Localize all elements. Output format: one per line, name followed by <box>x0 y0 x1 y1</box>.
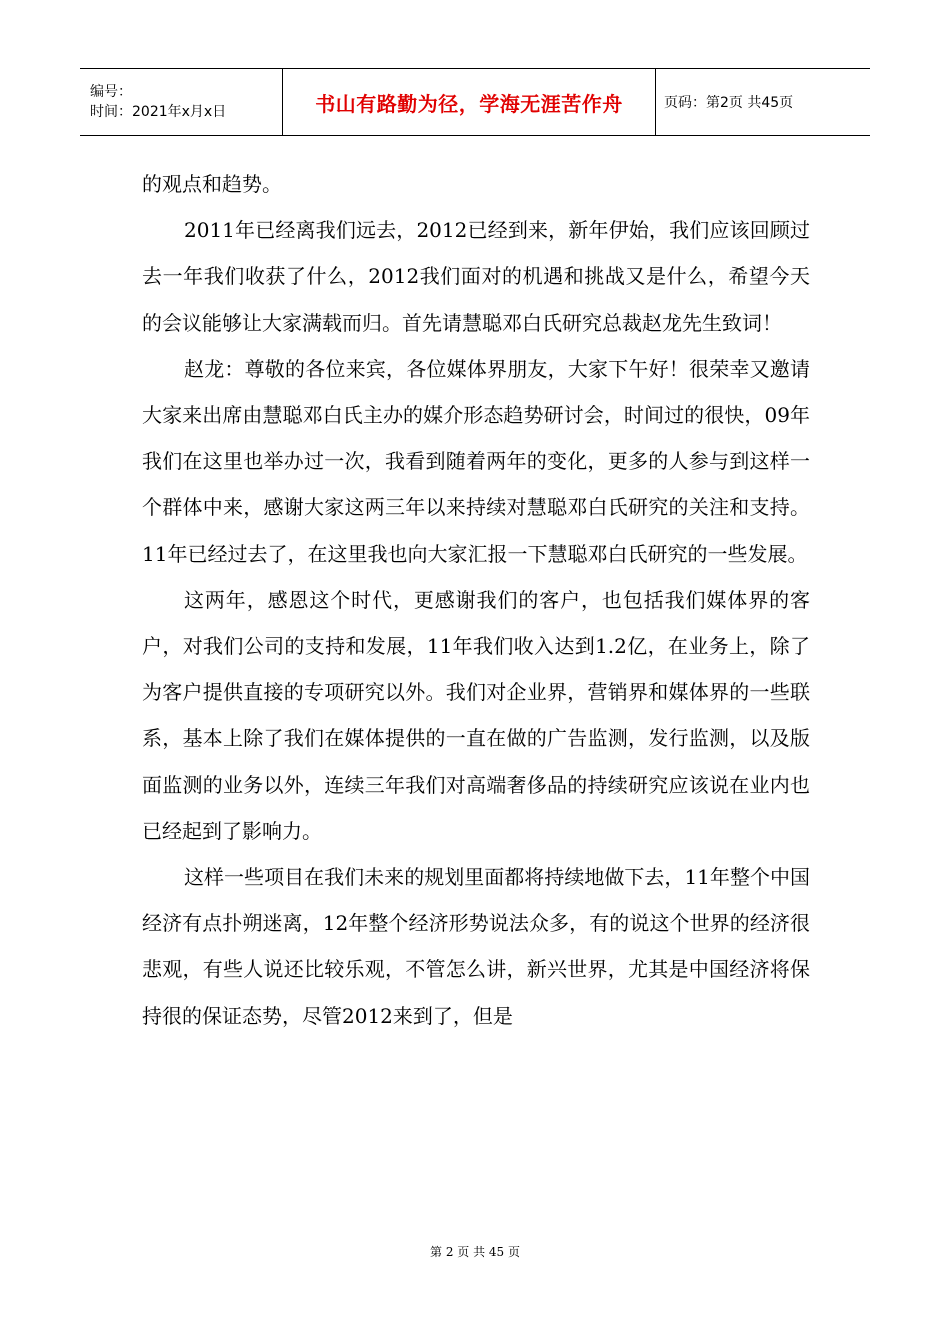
paragraph: 赵龙：尊敬的各位来宾，各位媒体界朋友，大家下午好！很荣幸又邀请大家来出席由慧聪邓白氏主办的媒介形态趋势研讨会，时间过的很快，09年我们在这里也举办过一次，我看到随着两年的变化，更多的人参与到这样一个群体中来，感谢大家这两三年以来持续对慧聪邓白氏研究的关注和支持。11年已经过去了，在这里我也向大家汇报一下慧聪邓白氏研究的一些发展。 <box>142 356 810 566</box>
motto-text: 书山有路勤为径，学海无涯苦作舟 <box>315 91 623 116</box>
page-footer <box>0 1244 950 1260</box>
paragraph: 这两年，感恩这个时代，更感谢我们的客户，也包括我们媒体界的客户，对我们公司的支持和发展，11年我们收入达到1.2亿，在业务上，除了为客户提供直接的专项研究以外。我们对企业界，营销界和媒体界的一些联系，基本上除了我们在媒体提供的一直在做的广告监测，发行监测，以及版面监测的业务以外，连续三年我们对高端奢侈品的持续研究应该说在业内也已经起到了影响力。 <box>142 587 810 843</box>
document-date-label: 时间：2021年x月x日 <box>90 104 227 120</box>
document-number-label: 编号： <box>90 84 132 100</box>
document-body <box>142 161 810 1039</box>
page-header <box>80 68 870 136</box>
paragraph: 2011年已经离我们远去，2012已经到来，新年伊始，我们应该回顾过去一年我们收获了什么，2012我们面对的机遇和挑战又是什么，希望今天的会议能够让大家满载而归。首先请慧聪邓白氏研究总裁赵龙先生致词！ <box>142 218 810 335</box>
header-page-label: 页码：第2页 共45页 <box>664 95 794 111</box>
footer-page-number: 第 2 页 共 45 页 <box>430 1245 520 1259</box>
paragraph: 这样一些项目在我们未来的规划里面都将持续地做下去，11年整个中国经济有点扑朔迷离，12年整个经济形势说法众多，有的说这个世界的经济很悲观，有些人说还比较乐观，不管怎么讲，新兴世界，尤其是中国经济将保持很的保证态势，尽管2012来到了，但是 <box>142 865 810 1028</box>
header-motto <box>282 69 656 135</box>
header-meta <box>80 69 282 135</box>
paragraph-continuation: 的观点和趋势。 <box>142 172 282 196</box>
header-page-info <box>656 69 870 135</box>
